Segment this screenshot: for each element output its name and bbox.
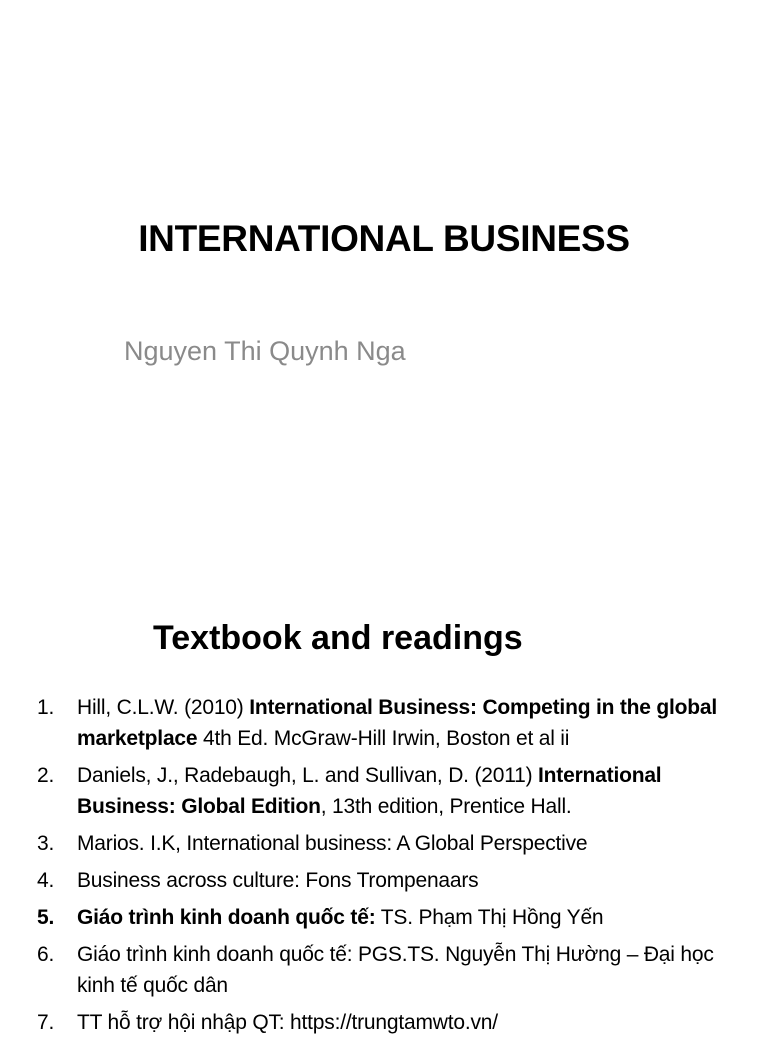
reference-item-2 [0, 760, 768, 822]
readings-slide [0, 576, 768, 1034]
reference-book-title: International Business: Global Edition [77, 764, 662, 818]
reference-book-title: International Business: Competing in the global marketplace [77, 696, 718, 750]
reference-item-3 [0, 828, 768, 859]
reference-text: Marios. I.K, International business: A Global Perspective [77, 832, 588, 855]
reference-text: TT hỗ trợ hội nhập QT: https://trungtamwto.vn/ [77, 1011, 498, 1034]
reference-number: 6. [37, 943, 55, 966]
reference-book-title: Giáo trình kinh doanh quốc tế: [77, 906, 376, 929]
reference-number: 3. [37, 832, 55, 855]
reference-number: 7. [37, 1011, 55, 1034]
course-title: INTERNATIONAL BUSINESS [138, 218, 630, 259]
reference-item-7 [0, 1007, 768, 1038]
reference-publisher: , 13th edition, Prentice Hall. [320, 795, 572, 818]
reference-author: Hill, C.L.W. (2010) [77, 696, 250, 719]
reference-author: TS. Phạm Thị Hồng Yến [375, 906, 604, 929]
reference-number: 4. [37, 869, 55, 892]
reference-item-6 [0, 939, 768, 1001]
reference-number: 1. [37, 696, 55, 719]
reference-text: Business across culture: Fons Trompenaars [77, 869, 479, 892]
readings-title: Textbook and readings [153, 619, 523, 657]
reference-item-5 [0, 902, 768, 933]
reference-item-1 [0, 692, 768, 754]
reference-author: Daniels, J., Radebaugh, L. and Sullivan, D. (2011) [77, 764, 539, 787]
reference-number: 5. [37, 906, 55, 929]
reference-publisher: 4th Ed. McGraw-Hill Irwin, Boston et al ii [197, 727, 570, 750]
reference-number: 2. [37, 764, 55, 787]
reference-list [0, 692, 768, 1044]
reference-item-4 [0, 865, 768, 896]
reference-text: Giáo trình kinh doanh quốc tế: PGS.TS. Nguyễn Thị Hường – Đại học kinh tế quốc dân [77, 943, 714, 997]
author-name: Nguyen Thi Quynh Nga [124, 336, 406, 366]
